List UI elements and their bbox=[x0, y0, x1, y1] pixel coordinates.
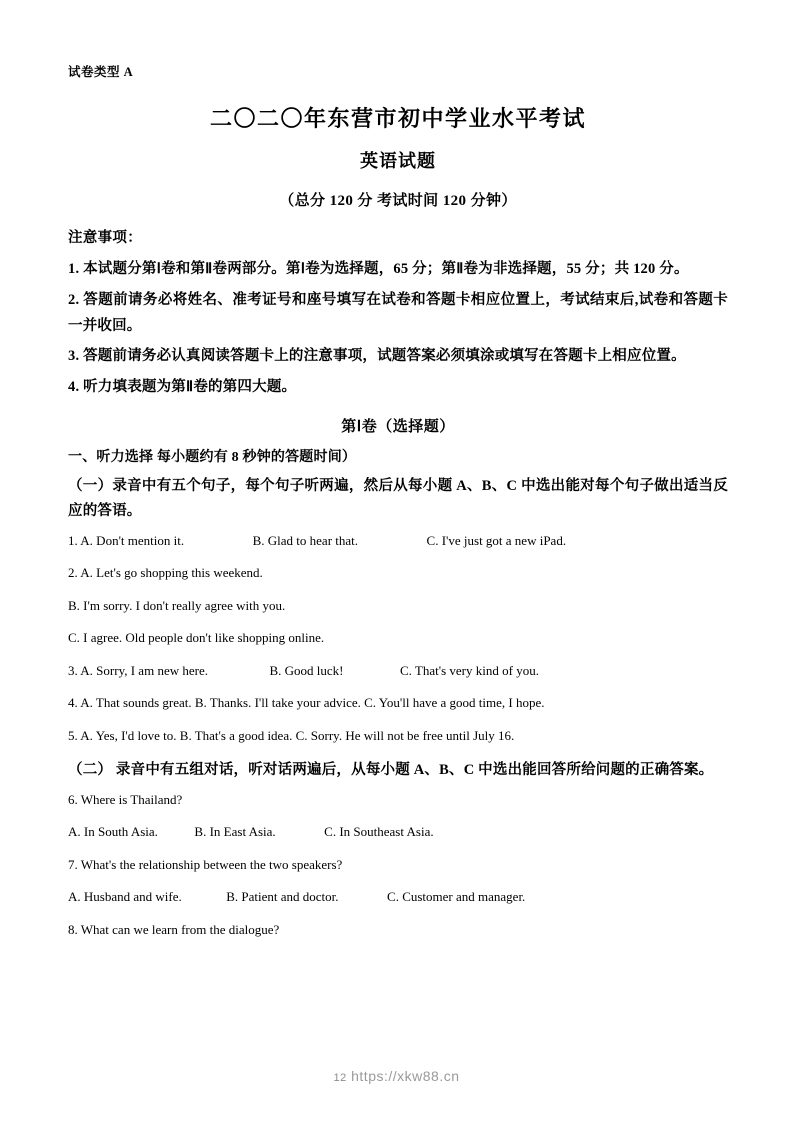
notice-heading: 注意事项： bbox=[68, 230, 142, 246]
question-stem: 8. What can we learn from the dialogue? bbox=[68, 921, 280, 937]
notice-item: 1. 本试题分第Ⅰ卷和第Ⅱ卷两部分。第Ⅰ卷为选择题，65 分；第Ⅱ卷为非选择题，55 分；共 120 分。 bbox=[68, 261, 689, 277]
option-b: B. Good luck! bbox=[269, 662, 344, 678]
part-two-instruction: （二） 录音中有五组对话，听对话两遍后，从每小题 A、B、C 中选出能回答所给问题的正确答案。 bbox=[68, 762, 714, 779]
question-stem: 6. Where is Thailand? bbox=[68, 791, 183, 807]
notice-item: 3. 答题前请务必认真阅读答题卡上的注意事项，试题答案必须填涂或填写在答题卡上相应位置。 bbox=[68, 348, 686, 365]
list-item: B. I'm sorry. I don't really agree with you. bbox=[68, 597, 286, 613]
option-a: A. Sorry, I am new here. bbox=[80, 662, 208, 678]
option-a: A. Husband and wife. bbox=[68, 889, 182, 905]
list-item bbox=[68, 887, 728, 907]
list-item bbox=[68, 661, 728, 681]
score-time-line: （总分 120 分 考试时间 120 分钟） bbox=[279, 193, 517, 209]
list-item: 5. A. Yes, I'd love to. B. That's a good idea. C. Sorry. He will not be free until July 16. bbox=[68, 727, 515, 743]
option-c: C. Customer and manager. bbox=[387, 889, 526, 905]
list-item: 4. A. That sounds great. B. Thanks. I'll take your advice. C. You'll have a good time, I hope. bbox=[68, 695, 545, 711]
option-a: A. In South Asia. bbox=[68, 824, 158, 840]
part-one-instruction: （一）录音中有五个句子，每个句子听两遍，然后从每小题 A、B、C 中选出能对每个句子做出适当反应的答语。 bbox=[68, 477, 728, 520]
paper-type-label: 试卷类型 A bbox=[68, 65, 134, 79]
question-stem: 7. What's the relationship between the two speakers? bbox=[68, 856, 343, 872]
list-item bbox=[68, 531, 728, 551]
question-number: 3. bbox=[68, 662, 78, 678]
list-item: 2. A. Let's go shopping this weekend. bbox=[68, 565, 263, 581]
option-b: B. In East Asia. bbox=[194, 824, 276, 840]
question-number: 1. bbox=[68, 532, 78, 548]
list-item bbox=[68, 822, 728, 842]
page-footer bbox=[0, 1068, 793, 1084]
option-b: B. Glad to hear that. bbox=[252, 532, 359, 548]
section-one-title: 一、听力选择 每小题约有 8 秒钟的答题时间） bbox=[68, 449, 357, 465]
watermark-url: https://xkw88.cn bbox=[351, 1068, 460, 1084]
option-c: C. I've just got a new iPad. bbox=[426, 532, 567, 548]
page-number: 12 bbox=[333, 1072, 347, 1084]
document-content bbox=[68, 62, 728, 952]
notice-item: 2. 答题前请务必将姓名、准考证号和座号填写在试卷和答题卡相应位置上，考试结束后,试卷和答题卡一并收回。 bbox=[68, 291, 728, 334]
list-item: C. I agree. Old people don't like shopping online. bbox=[68, 630, 325, 646]
option-c: C. In Southeast Asia. bbox=[324, 824, 434, 840]
option-b: B. Patient and doctor. bbox=[226, 889, 339, 905]
subject-title: 英语试题 bbox=[360, 151, 436, 171]
paper-part-title: 第Ⅰ卷（选择题） bbox=[341, 418, 455, 435]
option-a: A. Don't mention it. bbox=[80, 532, 185, 548]
option-c: C. That's very kind of you. bbox=[400, 662, 539, 678]
notice-item: 4. 听力填表题为第Ⅱ卷的第四大题。 bbox=[68, 379, 297, 396]
page-title: 二〇二〇年东营市初中学业水平考试 bbox=[209, 106, 586, 131]
